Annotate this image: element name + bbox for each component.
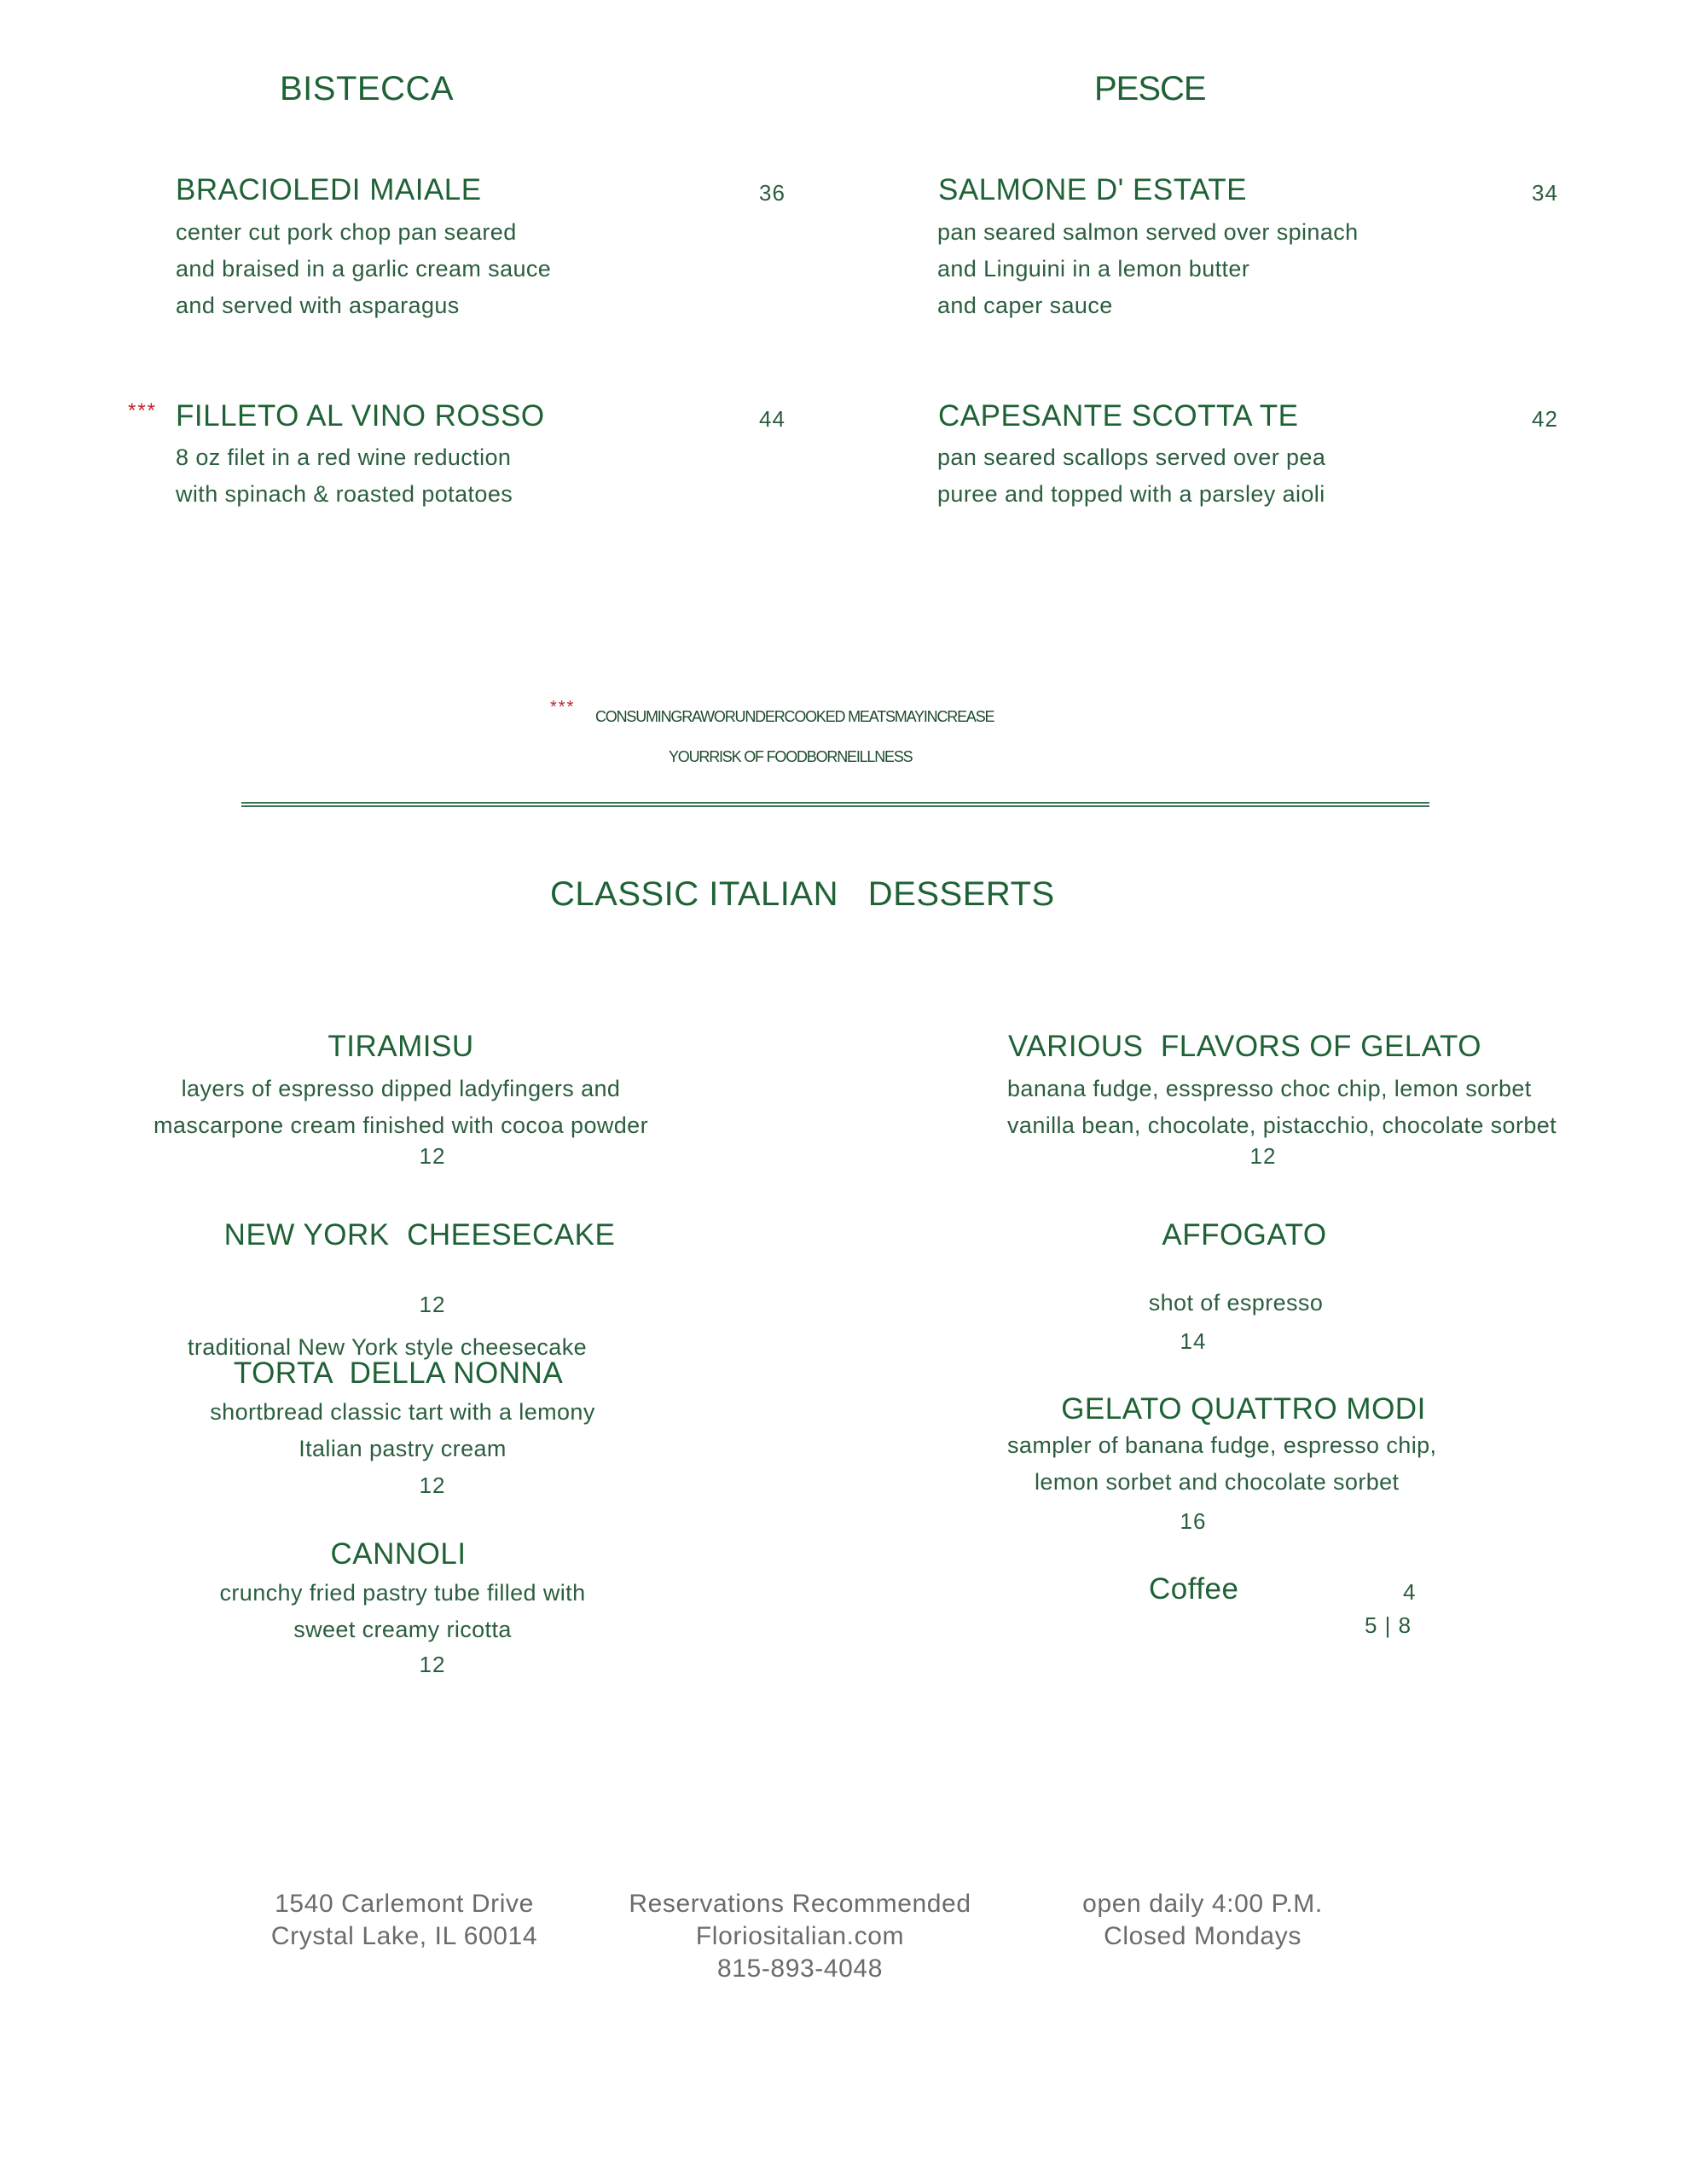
coffee-price-sizes: 5 | 8 xyxy=(1365,1612,1412,1638)
tiramisu-title: TIRAMISU xyxy=(328,1030,474,1063)
warning-line-1: CONSUMINGRAWORUNDERCOOKED MEATSMAYINCREASE xyxy=(595,708,994,725)
braciole-description: center cut pork chop pan seared and braised in a garlic cream sauce and served with asparagus xyxy=(176,219,552,318)
filleto-title: FILLETO AL VINO ROSSO xyxy=(176,399,545,433)
cannoli-price: 12 xyxy=(419,1652,446,1677)
footer-city: Crystal Lake, IL 60014 xyxy=(270,1922,538,1950)
pesce-heading: PESCE xyxy=(1094,70,1206,107)
affogato-description: shot of espresso xyxy=(1148,1290,1324,1316)
raw-meat-marker: *** xyxy=(128,399,158,422)
quattro-modi-description-1: sampler of banana fudge, espresso chip, xyxy=(1007,1432,1437,1458)
footer-phone[interactable]: 815-893-4048 xyxy=(716,1955,884,1983)
cheesecake-description: traditional New York style cheesecake xyxy=(187,1334,588,1360)
footer-website[interactable]: Floriositalian.com xyxy=(695,1922,905,1950)
section-divider xyxy=(241,802,1429,807)
cheesecake-title: NEW YORK CHEESECAKE xyxy=(223,1218,616,1252)
gelato-flavors-price: 12 xyxy=(1249,1143,1277,1169)
coffee-title: Coffee xyxy=(1149,1572,1239,1606)
capesante-title: CAPESANTE SCOTTA TE xyxy=(938,399,1299,433)
footer-hours xyxy=(1082,1888,1323,1953)
warning-marker: *** xyxy=(550,698,576,717)
filleto-price: 44 xyxy=(759,406,786,432)
braciole-title: BRACIOLEDI MAIALE xyxy=(176,173,482,206)
braciole-price: 36 xyxy=(759,180,786,206)
salmone-price: 34 xyxy=(1532,180,1558,206)
capesante-description: pan seared scallops served over pea puree and topped with a parsley aioli xyxy=(937,444,1326,507)
desserts-heading: CLASSIC ITALIAN DESSERTS xyxy=(550,875,1055,913)
gelato-flavors-description: banana fudge, esspresso choc chip, lemon sorbet vanilla bean, chocolate, pistacchio, chocolate sorbet xyxy=(1007,1076,1557,1138)
bistecca-heading: BISTECCA xyxy=(280,70,455,107)
tiramisu-description: layers of espresso dipped ladyfingers and mascarpone cream finished with cocoa powder xyxy=(154,1076,648,1138)
torta-description: shortbread classic tart with a lemony Italian pastry cream xyxy=(210,1399,595,1461)
quattro-modi-price: 16 xyxy=(1180,1508,1207,1534)
tiramisu-price: 12 xyxy=(419,1143,446,1169)
affogato-title: AFFOGATO xyxy=(1162,1218,1327,1252)
filleto-description: 8 oz filet in a red wine reduction with spinach & roasted potatoes xyxy=(176,444,513,507)
torta-title: TORTA DELLA NONNA xyxy=(233,1356,564,1390)
torta-price: 12 xyxy=(419,1472,446,1498)
capesante-price: 42 xyxy=(1532,406,1558,432)
coffee-price: 4 xyxy=(1403,1579,1417,1605)
warning-line-2: YOURRISK OF FOODBORNEILLNESS xyxy=(669,748,913,765)
footer-closed-day: Closed Mondays xyxy=(1104,1922,1301,1950)
footer-open-hours: open daily 4:00 P.M. xyxy=(1082,1890,1323,1918)
gelato-flavors-title: VARIOUS FLAVORS OF GELATO xyxy=(1008,1030,1481,1063)
footer-address xyxy=(271,1888,537,1953)
cannoli-title: CANNOLI xyxy=(330,1537,467,1571)
quattro-modi-title: GELATO QUATTRO MODI xyxy=(1061,1392,1426,1426)
footer-reservations: Reservations Recommended xyxy=(629,1890,971,1918)
salmone-title: SALMONE D' ESTATE xyxy=(938,173,1248,206)
footer-contact xyxy=(629,1888,971,1985)
cheesecake-price: 12 xyxy=(419,1292,446,1317)
salmone-description: pan seared salmon served over spinach and Linguini in a lemon butter and caper sauce xyxy=(937,219,1359,318)
affogato-price: 14 xyxy=(1180,1328,1207,1354)
footer-street: 1540 Carlemont Drive xyxy=(275,1890,534,1918)
quattro-modi-description-2: lemon sorbet and chocolate sorbet xyxy=(1035,1469,1400,1495)
cannoli-description: crunchy fried pastry tube filled with sweet creamy ricotta xyxy=(219,1580,586,1642)
